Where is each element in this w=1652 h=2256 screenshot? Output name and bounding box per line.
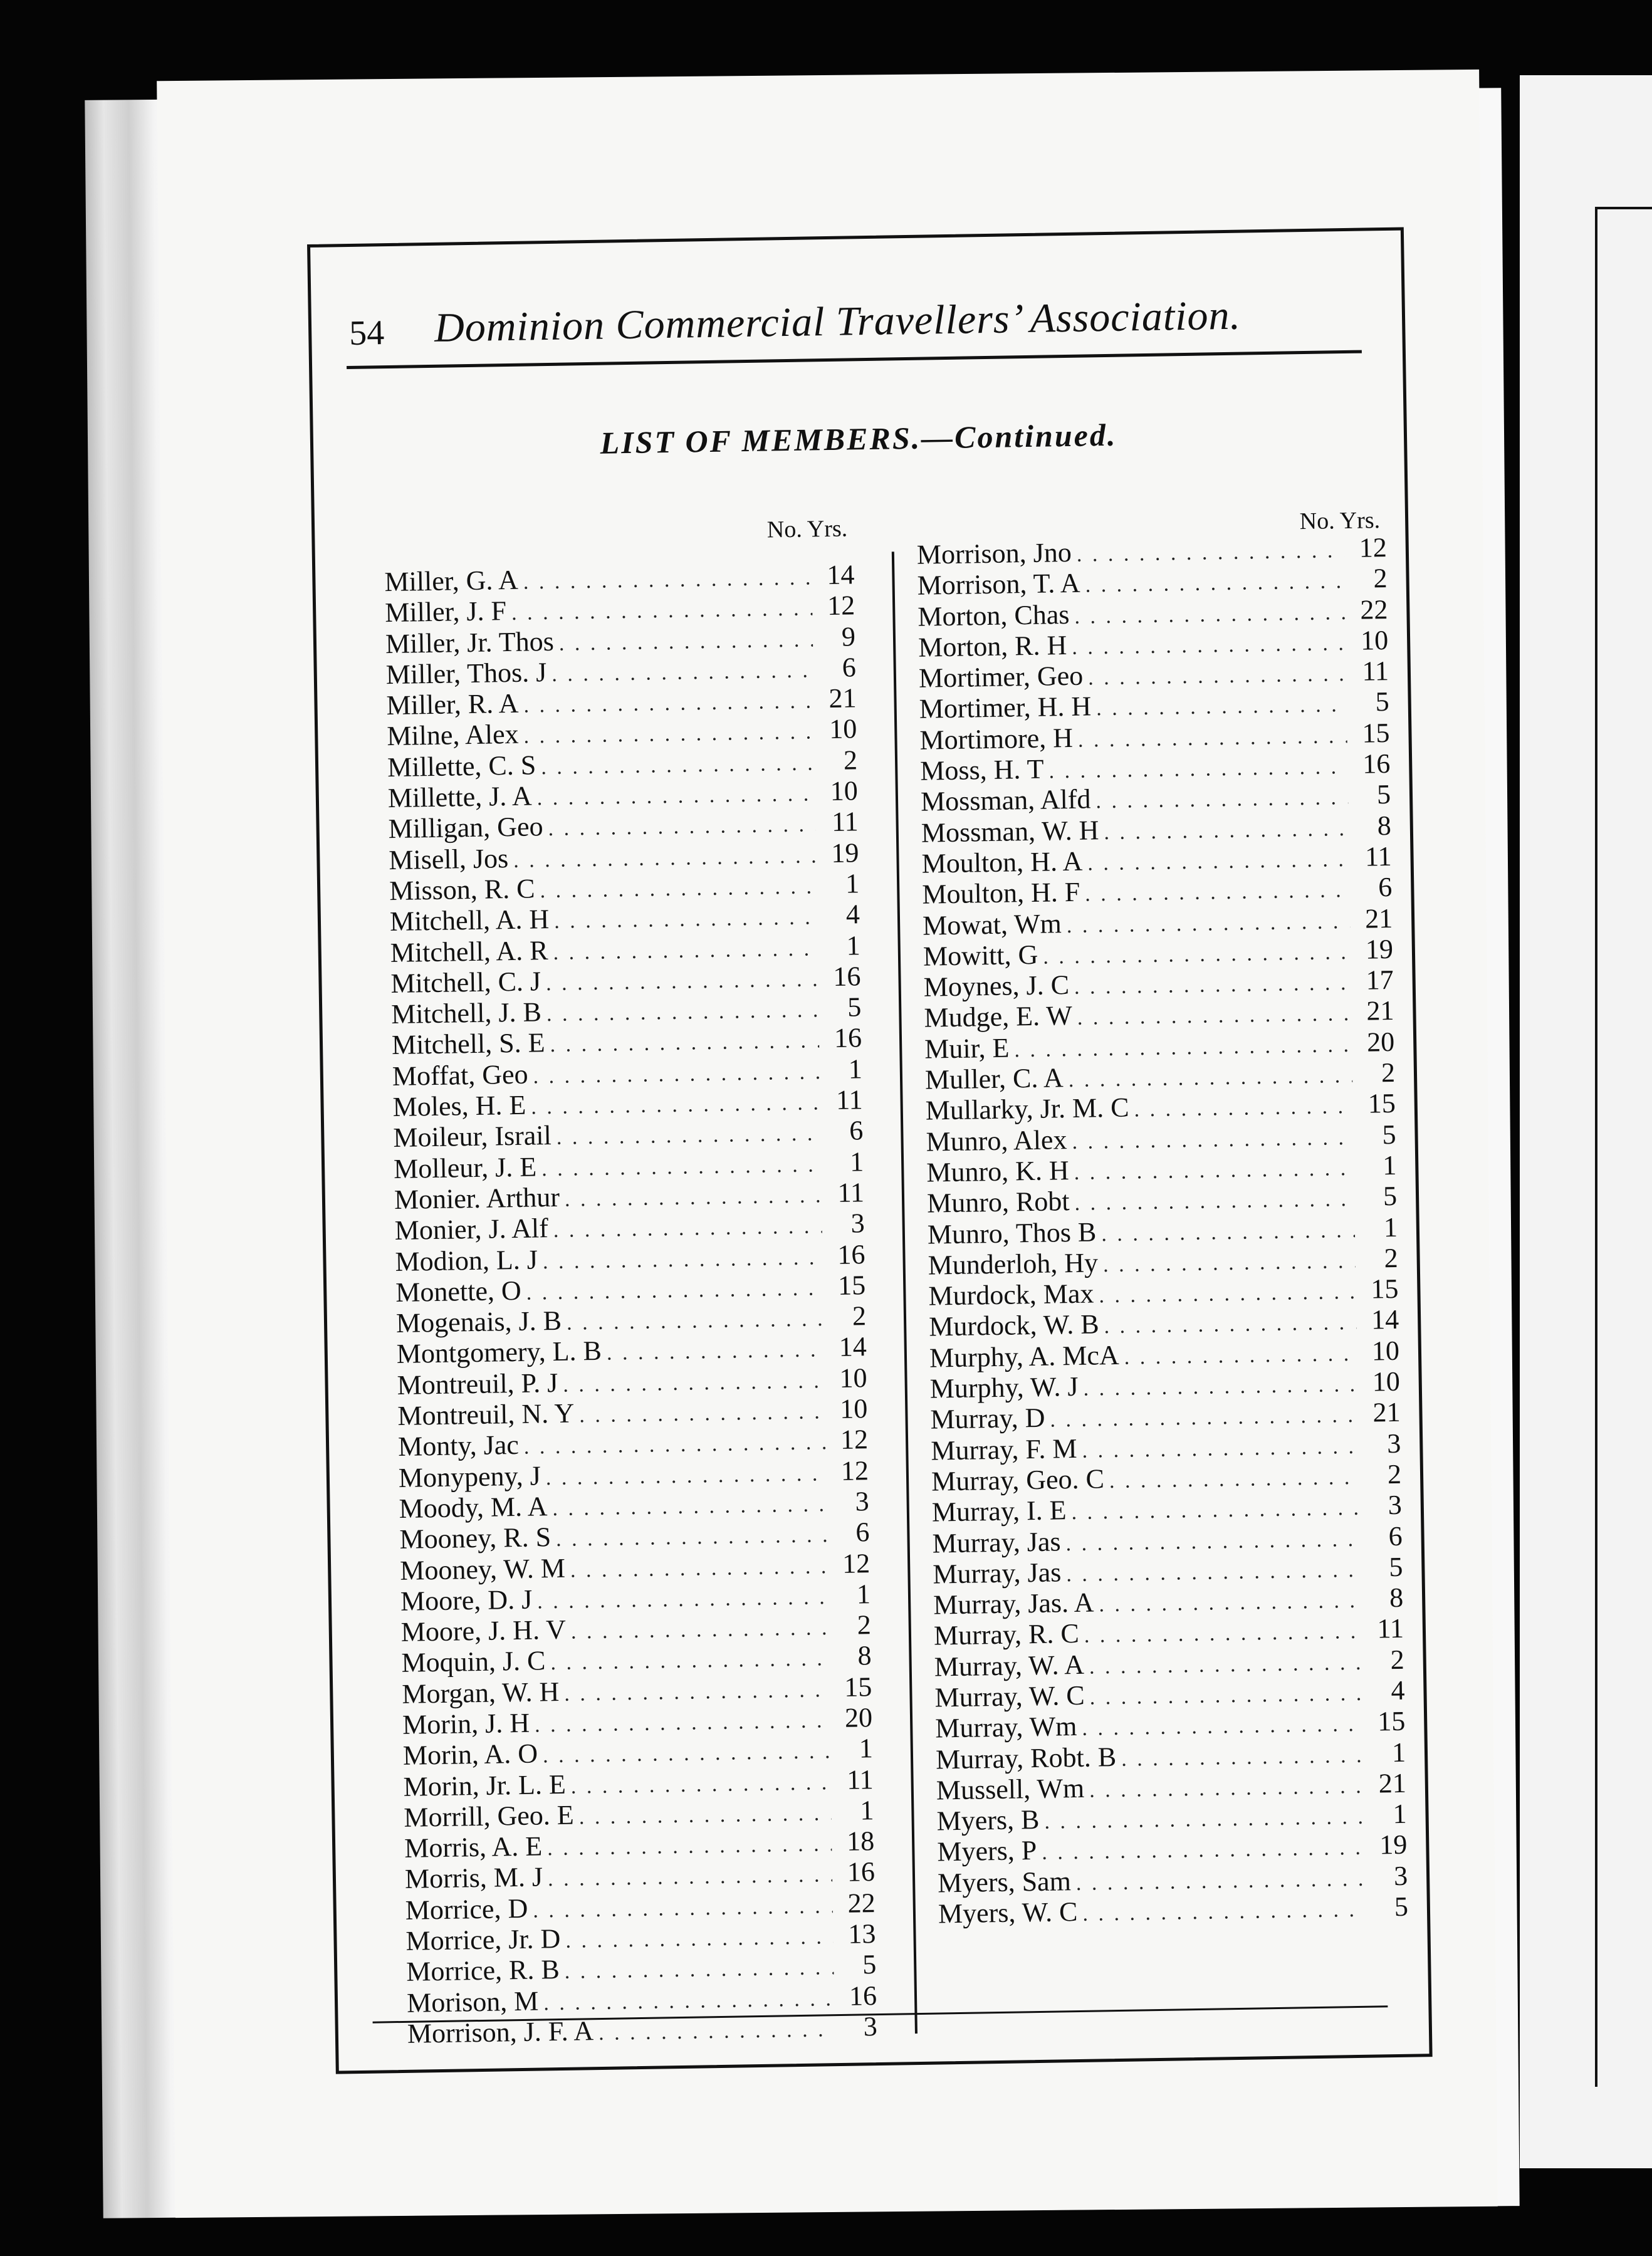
- member-name: Moquin, J. C: [401, 1645, 546, 1679]
- member-years: 3: [1388, 1490, 1403, 1521]
- member-name: Morris, A. E: [404, 1830, 543, 1864]
- dot-leader: [511, 597, 813, 626]
- member-name: Mooney, R. S: [399, 1522, 552, 1555]
- member-years: 10: [830, 775, 859, 807]
- member-name: Miller, J. F: [384, 595, 507, 629]
- member-years: 15: [1377, 1706, 1406, 1737]
- dot-leader: [552, 659, 813, 687]
- member-years: 18: [846, 1825, 875, 1857]
- member-years: 9: [841, 620, 856, 652]
- member-name: Munro, Thos B: [927, 1216, 1097, 1250]
- dot-leader: [571, 1616, 829, 1644]
- member-name: Mitchell, C. J: [390, 966, 541, 999]
- member-name: Murdock, W. B: [928, 1308, 1099, 1343]
- dot-leader: [1067, 910, 1351, 938]
- member-name: Milne, Alex: [386, 719, 519, 752]
- member-name: Moore, J. H. V: [400, 1614, 567, 1648]
- member-years: 12: [1359, 532, 1388, 563]
- member-years: 2: [852, 1300, 867, 1332]
- member-name: Murray, Geo. C: [931, 1463, 1105, 1497]
- dot-leader: [564, 1678, 830, 1706]
- dot-leader: [550, 1648, 829, 1676]
- member-name: Mooney, W. M: [399, 1552, 566, 1586]
- dot-leader: [546, 1462, 827, 1490]
- dot-leader: [553, 937, 818, 965]
- member-name: Murray, R. C: [933, 1618, 1080, 1651]
- member-years: 11: [835, 1084, 863, 1115]
- dot-leader: [1065, 1527, 1360, 1555]
- member-years: 5: [1376, 779, 1391, 810]
- member-name: Morin, Jr. L. E: [403, 1768, 567, 1802]
- member-years: 21: [1372, 1397, 1401, 1428]
- member-name: Murray, F. M: [930, 1433, 1077, 1466]
- dot-leader: [578, 1802, 831, 1829]
- member-years: 15: [837, 1270, 866, 1301]
- member-years: 3: [1393, 1860, 1408, 1891]
- member-years: 11: [831, 806, 859, 838]
- dot-leader: [1087, 848, 1349, 876]
- member-years: 21: [829, 682, 857, 714]
- member-years: 3: [855, 1486, 869, 1517]
- dot-leader: [1050, 1404, 1358, 1433]
- member-name: Moore, D. J: [400, 1584, 533, 1617]
- member-name: Moss, H. T: [919, 753, 1044, 786]
- member-name: Myers, P: [937, 1835, 1037, 1867]
- member-name: Mowitt, G: [923, 939, 1038, 972]
- dot-leader: [548, 813, 816, 842]
- member-name: Mitchell, S. E: [391, 1027, 545, 1061]
- member-name: Modion, L. J: [395, 1243, 538, 1277]
- member-name: Murray, Robt. B: [935, 1741, 1117, 1775]
- member-name: Morison, M: [406, 1985, 539, 2018]
- dot-leader: [1109, 1466, 1359, 1493]
- member-name: Morrison, Jno: [916, 536, 1072, 570]
- member-name: Moody, M. A: [399, 1491, 548, 1524]
- dot-leader: [1071, 1496, 1359, 1525]
- member-name: Misell, Jos: [389, 842, 509, 875]
- member-name: Miller, G. A: [384, 564, 519, 598]
- facing-page-edge: [1520, 75, 1652, 2168]
- dot-leader: [1074, 1157, 1354, 1185]
- member-years: 10: [829, 713, 857, 745]
- member-name: Moynes, J. C: [923, 969, 1070, 1003]
- dot-leader: [531, 1091, 820, 1119]
- member-years: 5: [847, 991, 862, 1023]
- member-years: 1: [856, 1578, 871, 1610]
- member-years: 6: [842, 652, 857, 683]
- dot-leader: [1089, 1651, 1362, 1679]
- dot-leader: [1072, 632, 1346, 660]
- member-years: 12: [827, 590, 855, 622]
- dot-leader: [526, 1277, 823, 1305]
- member-years: 2: [1373, 563, 1388, 594]
- member-years: 15: [1371, 1273, 1399, 1305]
- member-years: 1: [1382, 1149, 1397, 1181]
- dot-leader: [546, 998, 819, 1026]
- facing-page-border: [1595, 207, 1597, 2087]
- member-years: 5: [1375, 686, 1390, 718]
- member-years: 11: [1364, 840, 1392, 872]
- member-name: Mossman, W. H: [921, 814, 1099, 849]
- member-name: Mossman, Alfd: [920, 783, 1091, 818]
- member-years: 19: [1379, 1829, 1408, 1861]
- member-years: 17: [1366, 964, 1394, 996]
- member-name: Mogenais, J. B: [395, 1305, 562, 1339]
- member-name: Millette, J. A: [387, 780, 533, 814]
- member-years: 14: [1371, 1304, 1399, 1335]
- member-years: 2: [843, 744, 858, 776]
- dot-leader: [513, 844, 817, 873]
- member-years: 13: [848, 1918, 876, 1950]
- member-years: 5: [862, 1949, 877, 1980]
- member-years: 11: [846, 1763, 874, 1795]
- dot-leader: [523, 690, 814, 718]
- page-number: 54: [348, 313, 385, 353]
- dot-leader: [1048, 755, 1347, 783]
- member-years: 11: [1362, 655, 1389, 687]
- member-years: 22: [1359, 593, 1388, 625]
- member-years: 10: [839, 1362, 867, 1394]
- member-name: Murray, Jas: [933, 1557, 1062, 1590]
- member-name: Murphy, W. J: [929, 1371, 1079, 1404]
- member-name: Mitchell, J. B: [390, 996, 542, 1030]
- facing-page-border-top: [1595, 207, 1652, 209]
- member-years: 8: [857, 1640, 872, 1671]
- member-name: Myers, B: [936, 1804, 1040, 1837]
- member-name: Munro, K. H: [926, 1155, 1070, 1188]
- member-name: Morrill, Geo. E: [404, 1799, 575, 1833]
- page-header: [348, 269, 1365, 353]
- member-years: 11: [837, 1177, 865, 1208]
- member-years: 1: [845, 868, 860, 899]
- member-years: 15: [844, 1671, 872, 1703]
- member-name: Morin, J. H: [402, 1707, 530, 1740]
- dot-leader: [1085, 879, 1350, 907]
- dot-leader: [1043, 941, 1351, 969]
- dot-leader: [552, 1493, 827, 1521]
- dot-leader: [559, 628, 813, 655]
- dot-leader: [1124, 1342, 1357, 1370]
- member-years: 16: [849, 1980, 877, 2012]
- member-name: Moileur, Israil: [393, 1120, 552, 1154]
- dot-leader: [607, 1339, 824, 1366]
- member-years: 20: [844, 1702, 873, 1733]
- header-rule: [347, 350, 1362, 369]
- member-name: Montreuil, P. J: [397, 1367, 558, 1401]
- member-name: Munro, Robt: [926, 1186, 1070, 1219]
- member-years: 1: [848, 1053, 863, 1085]
- dot-leader: [1121, 1743, 1364, 1771]
- member-years: 2: [1390, 1644, 1405, 1675]
- member-name: Muir, E: [924, 1032, 1010, 1065]
- member-name: Munro, Alex: [926, 1124, 1067, 1157]
- member-name: Mortimore, H: [919, 722, 1074, 756]
- dot-leader: [535, 1709, 830, 1737]
- member-name: Murray, Wm: [934, 1711, 1077, 1744]
- dot-leader: [546, 968, 818, 996]
- member-name: Murray, I. E: [931, 1495, 1067, 1528]
- dot-leader: [1096, 694, 1347, 721]
- member-name: Morris, M. J: [404, 1861, 543, 1895]
- member-name: Murray, Jas. A: [933, 1587, 1094, 1621]
- member-years: 5: [1388, 1551, 1403, 1582]
- member-years: 6: [849, 1115, 864, 1146]
- column-header-right: No. Yrs.: [1299, 507, 1381, 535]
- member-years: 2: [1381, 1057, 1396, 1089]
- dot-leader: [1082, 1435, 1358, 1463]
- member-name: Monypeny, J: [398, 1460, 541, 1493]
- dot-leader: [567, 1307, 824, 1335]
- member-name: Morgan, W. H: [401, 1676, 560, 1710]
- dot-leader: [543, 1246, 823, 1274]
- dot-leader: [599, 2018, 835, 2045]
- member-name: Mowat, Wm: [922, 907, 1062, 941]
- dot-leader: [1077, 539, 1345, 567]
- member-years: 15: [1367, 1088, 1396, 1119]
- dot-leader: [579, 1400, 825, 1428]
- member-name: Milligan, Geo: [388, 811, 543, 845]
- dot-leader: [543, 1740, 830, 1768]
- member-name: Miller, R. A: [386, 687, 519, 721]
- dot-leader: [547, 1832, 832, 1861]
- dot-leader: [548, 1864, 833, 1892]
- dot-leader: [523, 721, 814, 749]
- member-years: 5: [1394, 1891, 1409, 1923]
- member-name: Mudge, E. W: [924, 1000, 1073, 1034]
- member-years: 21: [1378, 1767, 1407, 1799]
- member-name: Millette, C. S: [387, 749, 536, 783]
- member-years: 1: [859, 1794, 874, 1826]
- column-header-left: No. Yrs.: [766, 515, 848, 543]
- dot-leader: [564, 1956, 834, 1985]
- member-years: 6: [855, 1517, 870, 1548]
- member-name: Morrice, Jr. D: [405, 1923, 561, 1956]
- member-years: 6: [1378, 872, 1393, 903]
- dot-leader: [524, 1431, 826, 1460]
- member-years: 12: [842, 1547, 870, 1579]
- member-name: Murphy, A. McA: [929, 1339, 1120, 1374]
- section-title: LIST OF MEMBERS.—Continued.: [600, 417, 1117, 461]
- member-name: Mortimer, H. H: [919, 691, 1092, 725]
- column-divider: [892, 551, 917, 2034]
- member-years: 21: [1364, 902, 1393, 934]
- dot-leader: [1099, 1280, 1356, 1308]
- dot-leader: [536, 782, 815, 810]
- member-years: 10: [839, 1393, 868, 1424]
- member-name: Moulton, H. A: [921, 845, 1083, 879]
- member-years: 4: [1391, 1674, 1405, 1706]
- member-years: 14: [839, 1331, 867, 1363]
- dot-leader: [557, 1122, 821, 1151]
- member-name: Mussell, Wm: [936, 1772, 1085, 1806]
- member-name: Montgomery, L. B: [396, 1335, 602, 1370]
- member-years: 11: [1377, 1613, 1404, 1644]
- member-years: 5: [1383, 1181, 1398, 1212]
- member-years: 22: [847, 1887, 876, 1919]
- member-name: Myers, W. C: [938, 1896, 1078, 1930]
- dot-leader: [1089, 1682, 1362, 1710]
- member-years: 20: [1366, 1026, 1395, 1058]
- member-years: 5: [1382, 1119, 1396, 1150]
- dot-leader: [1088, 662, 1346, 690]
- dot-leader: [1072, 1126, 1354, 1154]
- dot-leader: [563, 1369, 825, 1397]
- member-years: 16: [837, 1238, 865, 1270]
- member-name: Muller, C. A: [924, 1062, 1064, 1095]
- dot-leader: [1078, 724, 1347, 753]
- member-name: Morton, R. H: [917, 629, 1067, 663]
- member-years: 2: [857, 1609, 872, 1641]
- member-years: 1: [849, 1146, 864, 1178]
- member-name: Montreuil, N. Y: [397, 1397, 575, 1431]
- member-name: Mortimer, Geo: [918, 660, 1084, 694]
- dot-leader: [571, 1771, 831, 1799]
- member-years: 14: [827, 559, 855, 591]
- member-name: Morrison, T. A: [917, 567, 1080, 602]
- member-years: 21: [1366, 995, 1394, 1027]
- member-name: Murdock, Max: [928, 1278, 1094, 1312]
- dot-leader: [1085, 570, 1345, 597]
- member-name: Myers, Sam: [937, 1865, 1072, 1899]
- members-column-right: [916, 506, 1427, 1929]
- dot-leader: [1104, 817, 1349, 845]
- dot-leader: [1066, 1559, 1361, 1587]
- member-name: Morton, Chas: [917, 598, 1070, 632]
- dot-leader: [1042, 1836, 1365, 1865]
- member-name: Moulton, H. F: [922, 877, 1080, 910]
- member-years: 19: [830, 837, 859, 869]
- member-years: 10: [1360, 624, 1389, 656]
- member-years: 16: [833, 961, 861, 992]
- member-years: 1: [859, 1733, 874, 1764]
- member-list-right: [916, 531, 1427, 1929]
- dot-leader: [1074, 601, 1346, 629]
- dot-leader: [541, 1153, 822, 1181]
- member-name: Misson, R. C: [389, 873, 535, 907]
- member-name: Moffat, Geo: [392, 1058, 528, 1092]
- dot-leader: [533, 1894, 833, 1923]
- dot-leader: [1095, 786, 1348, 813]
- member-years: 3: [850, 1208, 865, 1239]
- running-title: Dominion Commercial Travellers’ Association.: [434, 292, 1242, 351]
- dot-leader: [1083, 1373, 1357, 1401]
- member-name: Monty, Jac: [397, 1429, 520, 1463]
- member-name: Morrice, D: [405, 1893, 528, 1926]
- member-years: 8: [1377, 810, 1392, 841]
- member-name: Morrison, J. F. A: [407, 2015, 594, 2049]
- member-years: 2: [1387, 1458, 1402, 1490]
- member-years: 1: [1391, 1736, 1406, 1768]
- dot-leader: [543, 1987, 834, 2015]
- member-name: Murray, W. A: [934, 1649, 1085, 1683]
- dot-leader: [1077, 1002, 1352, 1030]
- members-column-left: [384, 514, 896, 2049]
- dot-leader: [1044, 1805, 1364, 1834]
- dot-leader: [1074, 1188, 1354, 1216]
- dot-leader: [1074, 971, 1351, 1000]
- dot-leader: [1068, 1064, 1352, 1092]
- member-name: Murray, Jas: [932, 1525, 1061, 1559]
- member-name: Mitchell, A. H: [389, 904, 550, 937]
- member-years: 16: [1362, 748, 1391, 780]
- dot-leader: [565, 1184, 822, 1211]
- member-name: Moles, H. E: [392, 1089, 526, 1123]
- member-name: Morin, A. O: [402, 1738, 538, 1772]
- dot-leader: [540, 875, 817, 903]
- member-name: Mullarky, Jr. M. C: [925, 1092, 1129, 1127]
- member-years: 12: [840, 1424, 869, 1456]
- dot-leader: [523, 566, 812, 594]
- member-name: Miller, Jr. Thos: [385, 625, 555, 659]
- member-years: 10: [1372, 1366, 1401, 1397]
- member-years: 1: [1393, 1798, 1407, 1830]
- member-years: 4: [845, 899, 860, 930]
- member-list-left: [384, 558, 896, 2049]
- dot-leader: [553, 1215, 822, 1243]
- member-years: 2: [1384, 1242, 1399, 1274]
- member-years: 16: [834, 1022, 862, 1054]
- dot-leader: [1082, 1713, 1362, 1741]
- page-frame: [307, 227, 1433, 2074]
- dot-leader: [533, 1060, 820, 1089]
- member-name: Monette, O: [395, 1275, 522, 1308]
- member-years: 3: [863, 2011, 878, 2042]
- member-years: 6: [1388, 1520, 1403, 1552]
- member-name: Murray, D: [930, 1402, 1045, 1435]
- dot-leader: [1134, 1095, 1353, 1122]
- member-years: 1: [846, 929, 861, 961]
- dot-leader: [1099, 1589, 1361, 1617]
- dot-leader: [1084, 1620, 1362, 1648]
- member-name: Mitchell, A. R: [390, 934, 548, 968]
- member-name: Monier. Arthur: [394, 1181, 560, 1215]
- member-years: 10: [1371, 1335, 1400, 1367]
- member-name: Murray, W. C: [934, 1679, 1085, 1713]
- dot-leader: [1104, 1311, 1356, 1339]
- member-years: 16: [847, 1856, 876, 1888]
- member-years: 15: [1362, 717, 1390, 749]
- dot-leader: [1076, 1867, 1366, 1896]
- dot-leader: [1089, 1775, 1364, 1803]
- dot-leader: [570, 1555, 828, 1582]
- member-name: Miller, Thos. J: [385, 656, 547, 690]
- member-name: Morrice, R. B: [405, 1954, 560, 1988]
- member-years: 1: [1383, 1211, 1398, 1243]
- dot-leader: [1103, 1250, 1356, 1277]
- dot-leader: [537, 1585, 828, 1614]
- member-years: 12: [840, 1454, 869, 1486]
- dot-leader: [550, 1030, 819, 1058]
- member-years: 19: [1365, 933, 1394, 965]
- dot-leader: [554, 906, 817, 934]
- dot-leader: [556, 1523, 827, 1552]
- member-years: 8: [1389, 1582, 1404, 1614]
- dot-leader: [565, 1925, 834, 1953]
- member-name: Munderloh, Hy: [928, 1247, 1099, 1281]
- dot-leader: [1082, 1898, 1366, 1926]
- member-years: 3: [1386, 1428, 1401, 1459]
- dot-leader: [1101, 1218, 1355, 1246]
- member-name: Molleur, J. E: [393, 1151, 537, 1184]
- dot-leader: [541, 751, 815, 780]
- member-name: Monier, J. Alf: [394, 1213, 549, 1246]
